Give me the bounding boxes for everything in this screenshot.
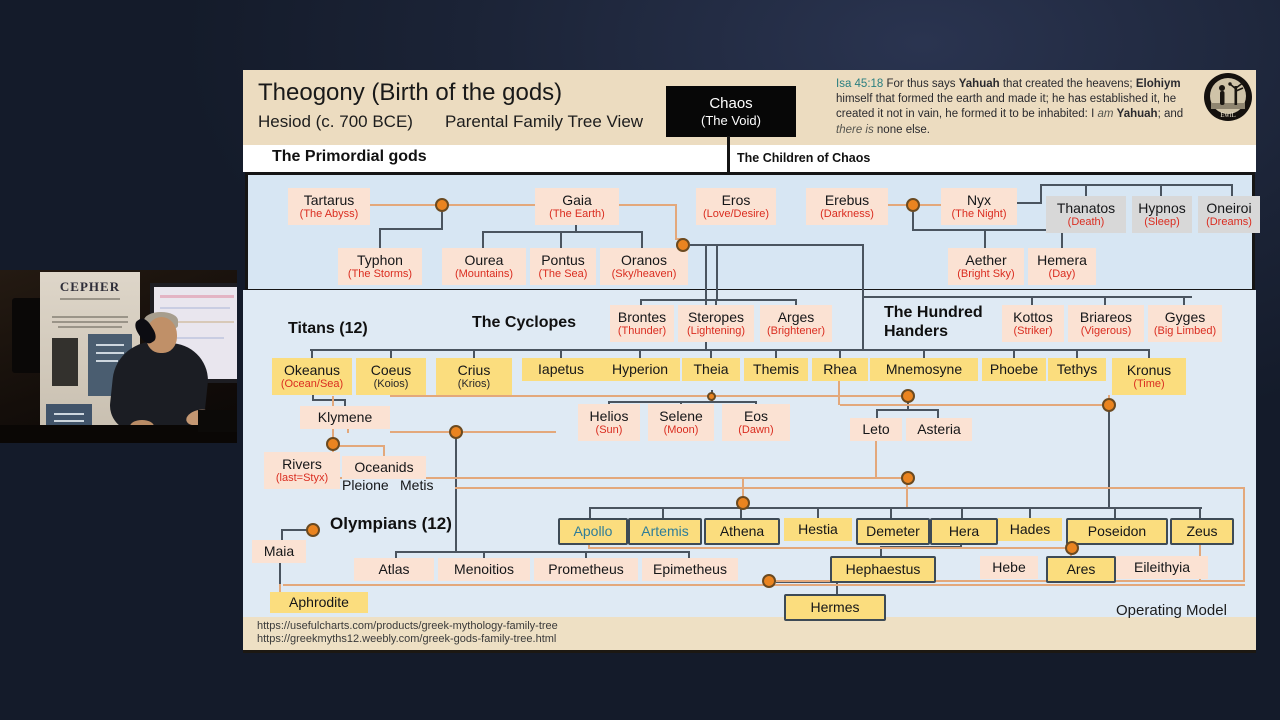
group-label-hundred-handers: The Hundred Handers	[884, 304, 983, 340]
verse-segment: Elohiym	[1135, 78, 1181, 90]
verse	[836, 77, 1196, 138]
logo-text: EwiL	[1220, 111, 1236, 119]
connector-line	[1040, 184, 1042, 204]
junction-node-icon	[435, 198, 449, 212]
panel-text-line	[54, 413, 84, 415]
connector-line	[390, 395, 908, 397]
node-zeus: Zeus	[1170, 518, 1234, 545]
connector-line	[817, 507, 819, 518]
connector-line	[775, 349, 777, 358]
subtitle-author: Hesiod (c. 700 BCE)	[258, 112, 413, 131]
node-oneiroi: Oneiroi (Dreams)	[1198, 196, 1260, 233]
connector-line	[455, 487, 1245, 489]
node-hyperion: Hyperion	[600, 358, 680, 381]
connector-line	[862, 244, 864, 298]
connector-line	[482, 231, 484, 248]
junction-node-icon	[901, 471, 915, 485]
source-url-1: https://usefulcharts.com/products/greek-mythology-family-tree	[257, 620, 558, 632]
node-themis: Themis	[744, 358, 808, 381]
node-thanatos: Thanatos (Death)	[1046, 196, 1126, 233]
node-eos: Eos (Dawn)	[722, 404, 790, 441]
connector-line	[279, 562, 281, 585]
connector-line	[675, 204, 677, 240]
connector-line	[589, 507, 1202, 509]
connector-line	[640, 299, 797, 301]
connector-line	[482, 231, 643, 233]
verse-segment: ; and	[1157, 108, 1184, 121]
source-url-2: https://greekmyths12.weebly.com/greek-gods-family-tree.html	[257, 633, 557, 645]
node-epimetheus: Epimetheus	[642, 558, 738, 581]
node-okeanus: Okeanus (Ocean/Sea)	[272, 358, 352, 395]
connector-line	[347, 429, 349, 433]
connector-line	[1040, 184, 1233, 186]
connector-line	[619, 204, 677, 206]
connector-line	[395, 551, 397, 558]
panel-text-line	[96, 344, 124, 346]
operating-model-label: Operating Model	[1116, 602, 1227, 619]
connector-line	[1076, 349, 1078, 358]
verse-segment: am	[1097, 108, 1114, 121]
node-leto: Leto	[850, 418, 902, 441]
node-chaos: Chaos (The Void)	[666, 86, 796, 137]
connector-line	[483, 551, 485, 558]
node-oranos: Oranos (Sky/heaven)	[600, 248, 688, 285]
node-hermes: Hermes	[784, 594, 886, 621]
node-theia: Theia	[682, 358, 740, 381]
connector-line	[984, 229, 986, 248]
monitor-content	[160, 295, 234, 298]
verse-segment: Isa 45:18	[836, 78, 887, 90]
connector-line	[311, 349, 313, 358]
connector-line	[383, 445, 385, 456]
node-eileithyia: Eileithyia	[1116, 556, 1208, 579]
connector-line	[390, 431, 556, 433]
connector-line	[585, 551, 587, 558]
connector-line	[1013, 349, 1015, 358]
node-klymene: Klymene	[300, 406, 390, 429]
connector-line	[838, 381, 840, 405]
connector-line	[588, 547, 1074, 549]
connector-line	[1029, 507, 1031, 518]
node-hypnos: Hypnos (Sleep)	[1132, 196, 1192, 233]
connector-line	[875, 441, 877, 478]
node-eros: Eros (Love/Desire)	[696, 188, 776, 225]
connector-line	[310, 349, 1150, 351]
node-kottos: Kottos (Striker)	[1002, 305, 1064, 342]
connector-line	[1148, 349, 1150, 358]
slide-subtitle	[258, 112, 643, 132]
connector-line	[710, 349, 712, 358]
connector-line	[912, 229, 1062, 231]
panel-text-line	[96, 360, 118, 362]
channel-logo-icon	[1203, 72, 1253, 122]
node-erebus: Erebus (Darkness)	[806, 188, 888, 225]
node-hebe: Hebe	[980, 556, 1038, 579]
subtitle-view: Parental Family Tree View	[444, 112, 644, 131]
connector-line	[608, 401, 756, 403]
connector-line	[839, 349, 841, 358]
band-label-primordial-gods: The Primordial gods	[272, 148, 427, 165]
node-helios: Helios (Sun)	[578, 404, 640, 441]
connector-line	[560, 231, 562, 248]
group-label-titans: Titans (12)	[288, 320, 368, 337]
connector-line	[379, 230, 381, 248]
connector-line	[1160, 184, 1162, 196]
webcam-inset	[0, 270, 237, 443]
node-tethys: Tethys	[1048, 358, 1106, 381]
verse-segment: none else.	[873, 123, 930, 136]
banner-text-line	[52, 321, 128, 323]
verse-segment: For thus says	[886, 78, 959, 90]
verse-segment: that created the heavens;	[999, 78, 1136, 90]
node-hemera: Hemera (Day)	[1028, 248, 1096, 285]
slide-title: Theogony (Birth of the gods)	[258, 79, 563, 106]
node-ares: Ares	[1046, 556, 1116, 583]
node-crius: Crius (Krios)	[436, 358, 512, 395]
connector-line	[312, 399, 345, 401]
connector-line	[1085, 184, 1087, 196]
junction-node-icon	[736, 496, 750, 510]
connector-line	[662, 507, 664, 518]
banner-text-line	[58, 326, 122, 328]
node-atlas: Atlas	[354, 558, 434, 581]
connector-line	[840, 404, 1110, 406]
connector-line	[688, 551, 690, 558]
verse-segment: Yahuah	[1116, 108, 1158, 121]
connector-line	[1199, 507, 1201, 518]
node-asteria: Asteria	[906, 418, 972, 441]
junction-node-icon	[676, 238, 690, 252]
group-label-cyclopes: The Cyclopes	[472, 314, 577, 331]
node-tartarus: Tartarus (The Abyss)	[288, 188, 370, 225]
panel-text-line	[54, 420, 84, 422]
node-kronus: Kronus (Time)	[1112, 358, 1186, 395]
node-oceanids: Oceanids	[342, 456, 426, 479]
connector-line	[1114, 507, 1116, 518]
banner-text-line	[60, 298, 120, 300]
connector-line	[589, 507, 591, 518]
junction-node-icon	[449, 425, 463, 439]
connector-line	[937, 409, 939, 418]
source-urls	[257, 620, 558, 646]
node-aphrodite: Aphrodite	[270, 592, 368, 613]
node-phoebe: Phoebe	[982, 358, 1046, 381]
connector-line	[473, 349, 475, 358]
connector-line	[560, 349, 562, 358]
node-prometheus: Prometheus	[534, 558, 638, 581]
connector-line	[639, 349, 641, 358]
node-brontes: Brontes (Thunder)	[610, 305, 674, 342]
connector-line	[1104, 298, 1106, 305]
banner-text-line	[52, 316, 128, 318]
node-aether: Aether (Bright Sky)	[948, 248, 1024, 285]
panel-text-line	[96, 352, 124, 354]
node-hera: Hera	[930, 518, 998, 545]
connector-line	[1017, 202, 1041, 204]
node-selene: Selene (Moon)	[648, 404, 714, 441]
node-pontus: Pontus (The Sea)	[530, 248, 596, 285]
desk-item	[198, 410, 237, 432]
node-briareos: Briareos (Vigerous)	[1068, 305, 1144, 342]
connector-line	[279, 584, 281, 592]
junction-node-icon	[1102, 398, 1116, 412]
connector-line	[1108, 410, 1110, 507]
node-menoitios: Menoitios	[438, 558, 530, 581]
verse-segment: there is	[836, 123, 874, 136]
connector-line	[281, 529, 283, 540]
connector-line	[344, 399, 346, 406]
banner-title: CEPHER	[59, 279, 121, 294]
node-steropes: Steropes (Lightening)	[678, 305, 754, 342]
connector-line	[923, 349, 925, 358]
node-arges: Arges (Brightener)	[760, 305, 832, 342]
node-hephaestus: Hephaestus	[830, 556, 936, 583]
band-label-children-of-chaos: The Children of Chaos	[737, 151, 871, 165]
junction-node-icon	[901, 389, 915, 403]
junction-node-icon	[326, 437, 340, 451]
node-mnemosyne: Mnemosyne	[870, 358, 978, 381]
banner-photo	[52, 338, 78, 386]
connector-line	[716, 246, 718, 300]
group-label-olympians: Olympians (12)	[330, 514, 452, 533]
junction-node-icon	[762, 574, 776, 588]
connector-line	[395, 551, 689, 553]
node-rhea: Rhea	[812, 358, 868, 381]
node-hades: Hades	[998, 518, 1062, 541]
junction-node-icon	[707, 392, 716, 401]
junction-node-icon	[1065, 541, 1079, 555]
node-artemis: Artemis	[628, 518, 702, 545]
connector-line	[455, 436, 457, 551]
node-gyges: Gyges (Big Limbed)	[1148, 305, 1222, 342]
node-metis: Metis	[400, 477, 434, 493]
node-gaia: Gaia (The Earth)	[535, 188, 619, 225]
connector-line	[890, 507, 892, 518]
node-typhon: Typhon (The Storms)	[338, 248, 422, 285]
node-ourea: Ourea (Mountains)	[442, 248, 526, 285]
junction-node-icon	[306, 523, 320, 537]
connector-line	[912, 212, 914, 230]
node-iapetus: Iapetus	[522, 358, 600, 381]
node-demeter: Demeter	[856, 518, 930, 545]
connector-line	[390, 349, 392, 358]
connector-line	[876, 409, 878, 418]
node-hestia: Hestia	[784, 518, 852, 541]
monitor-content	[160, 307, 230, 309]
connector-line	[1031, 298, 1033, 305]
connector-line	[862, 296, 1192, 298]
connector-line	[961, 507, 963, 518]
node-athena: Athena	[704, 518, 780, 545]
connector-line	[876, 409, 938, 411]
connector-line	[1243, 487, 1245, 582]
node-coeus: Coeus (Koios)	[356, 358, 426, 395]
verse-segment: Yahuah	[958, 78, 1000, 90]
node-maia: Maia	[252, 540, 306, 563]
node-nyx: Nyx (The Night)	[941, 188, 1017, 225]
node-poseidon: Poseidon	[1066, 518, 1168, 545]
connector-line	[1183, 298, 1185, 305]
verse-segment: himself that formed the earth and made it; he has established it, he created it not in vain, he formed it to be inhabited: I	[836, 93, 1177, 121]
junction-node-icon	[906, 198, 920, 212]
connector-line	[862, 298, 864, 349]
node-pleione: Pleione	[342, 477, 389, 493]
connector-line	[379, 228, 443, 230]
connector-line	[641, 231, 643, 248]
connector-line	[1231, 184, 1233, 196]
node-apollo: Apollo	[558, 518, 628, 545]
node-rivers: Rivers (last=Styx)	[264, 452, 340, 489]
connector-line	[727, 136, 730, 172]
